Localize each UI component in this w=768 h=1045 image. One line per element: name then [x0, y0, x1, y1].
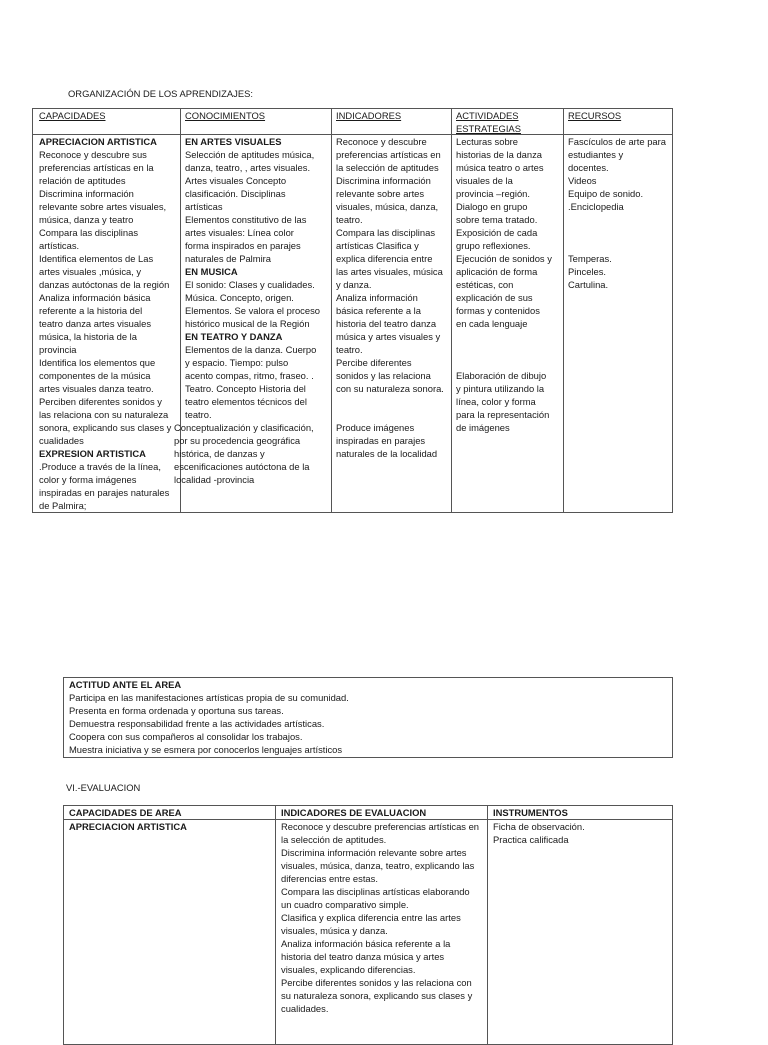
cell-line: Ejecución de sonidos y — [456, 253, 552, 264]
cell-line: Elementos de la danza. Cuerpo — [185, 344, 317, 355]
cell-line: escenificaciones autóctona de la — [174, 461, 310, 472]
cell-line: forma inspirados en parajes — [185, 240, 301, 251]
cell-line: estéticas, con — [456, 279, 514, 290]
column-divider — [487, 806, 488, 1044]
actitud-list — [69, 691, 672, 756]
indicadores-cell — [336, 135, 444, 460]
cell-line: Participa en las manifestaciones artísticas propia de su comunidad. — [69, 692, 349, 703]
cell-line: artísticas — [185, 201, 223, 212]
cell-line: y danza. — [336, 279, 372, 290]
cell-line: artes visuales danza teatro. — [39, 383, 154, 394]
cell-line: .Produce a través de la línea, — [39, 461, 161, 472]
actitud-title: ACTITUD ANTE EL AREA — [69, 679, 182, 690]
cell-line: Discrimina información relevante sobre artes — [281, 847, 467, 858]
cell-line: Pinceles. — [568, 266, 607, 277]
cell-line: Dialogo en grupo — [456, 201, 528, 212]
column-divider — [563, 109, 564, 512]
cell-line: visuales de la — [456, 175, 513, 186]
cell-line: teatro. — [185, 409, 212, 420]
cell-line: danza, teatro, , artes visuales. — [185, 162, 311, 173]
cell-line — [456, 343, 552, 356]
evaluation-table — [63, 805, 673, 1045]
column-divider — [331, 109, 332, 512]
cell-heading: EXPRESION ARTISTICA — [39, 448, 146, 459]
cell-line: Perciben diferentes sonidos y — [39, 396, 162, 407]
cell-line: Reconoce y descubre preferencias artísticas en — [281, 821, 480, 832]
capacidad-apreciacion: APRECIACION ARTISTICA — [69, 821, 187, 832]
cell-line: música teatro o artes — [456, 162, 544, 173]
cell-heading: EN TEATRO Y DANZA — [185, 331, 283, 342]
cell-line: Practica calificada — [493, 834, 569, 845]
cell-line: Compara las disciplinas artísticas elaborando — [281, 886, 470, 897]
cell-line: Elementos constitutivo de las — [185, 214, 307, 225]
cell-line: Clasifica y explica diferencia entre las artes — [281, 912, 461, 923]
cell-line: Videos — [568, 175, 597, 186]
cell-line: teatro. — [336, 344, 363, 355]
cell-line: sobre tema tratado. — [456, 214, 538, 225]
cell-line — [568, 239, 666, 252]
cell-line: Discrimina información — [336, 175, 431, 186]
cell-line: referente a la historia del — [39, 305, 143, 316]
header-actividades — [456, 109, 521, 135]
capacidades-cell — [39, 135, 171, 512]
cell-line: Produce imágenes — [336, 422, 415, 433]
cell-line: Exposición de cada — [456, 227, 538, 238]
cell-line: naturales de Palmira — [185, 253, 271, 264]
cell-line: formas y contenidos — [456, 305, 540, 316]
header-instrumentos: INSTRUMENTOS — [493, 807, 568, 818]
cell-line: Reconoce y descubre — [336, 136, 427, 147]
conocimientos-cell — [174, 135, 320, 486]
header-conocimientos: CONOCIMIENTOS — [185, 110, 266, 121]
cell-line: Música. Concepto, origen. — [185, 292, 294, 303]
header-recursos: RECURSOS — [568, 110, 622, 121]
cell-line: relevante sobre artes visuales, — [39, 201, 167, 212]
cell-heading: EN MUSICA — [185, 266, 238, 277]
cell-line: por su procedencia geográfica — [174, 435, 301, 446]
cell-line: sonora, explicando sus clases y — [39, 422, 172, 433]
cell-line: visuales, música y danza. — [281, 925, 388, 936]
cell-line: preferencias artísticas en — [336, 149, 441, 160]
cell-line: grupo reflexiones. — [456, 240, 531, 251]
cell-heading: EN ARTES VISUALES — [185, 136, 282, 147]
cell-line: Elementos. Se valora el proceso — [185, 305, 320, 316]
cell-line: las relaciona con su naturaleza — [39, 409, 169, 420]
cell-line: Fascículos de arte para — [568, 136, 666, 147]
cell-line: artes visuales ,música, y — [39, 266, 142, 277]
cell-line: Identifica elementos de Las — [39, 253, 154, 264]
cell-line: inspiradas en parajes naturales — [39, 487, 170, 498]
column-divider — [451, 109, 452, 512]
cell-line: la selección de aptitudes — [336, 162, 439, 173]
cell-line: de Palmira; — [39, 500, 87, 511]
cell-line: un cuadro comparativo simple. — [281, 899, 409, 910]
cell-line: Discrimina información — [39, 188, 134, 199]
cell-line: Lecturas sobre — [456, 136, 519, 147]
cell-line: música, la historia de la — [39, 331, 137, 342]
cell-line: localidad -provincia — [174, 474, 255, 485]
actitud-box — [63, 677, 673, 758]
cell-line: .Enciclopedia — [568, 201, 624, 212]
cell-line: cualidades. — [281, 1003, 329, 1014]
cell-line: componentes de la música — [39, 370, 151, 381]
section-title: ORGANIZACIÓN DE LOS APRENDIZAJES: — [68, 88, 253, 99]
cell-line: artes visuales: Línea color — [185, 227, 294, 238]
cell-line: acento compas, ritmo, fraseo. . — [185, 370, 314, 381]
cell-line — [336, 395, 444, 408]
cell-line: Cartulina. — [568, 279, 609, 290]
cell-line: Analiza información básica — [39, 292, 151, 303]
cell-line: sonidos y las relaciona — [336, 370, 431, 381]
cell-line: visuales, música, danza, — [336, 201, 439, 212]
cell-line: provincia — [39, 344, 77, 355]
cell-line: Analiza información básica referente a la — [281, 938, 451, 949]
header-estrategias-line: ESTRATEGIAS — [456, 123, 521, 134]
cell-line: diferencias entre estas. — [281, 873, 378, 884]
cell-line: cualidades — [39, 435, 84, 446]
cell-line: color y forma imágenes — [39, 474, 137, 485]
cell-line — [456, 330, 552, 343]
cell-line: Presenta en forma ordenada y oportuna sus tareas. — [69, 705, 284, 716]
cell-line: El sonido: Clases y cualidades. — [185, 279, 315, 290]
cell-line: Muestra iniciativa y se esmera por conocerlos lenguajes artísticos — [69, 744, 343, 755]
cell-line: provincia –región. — [456, 188, 531, 199]
cell-line — [456, 356, 552, 369]
cell-line: estudiantes y — [568, 149, 624, 160]
cell-line: las artes visuales, música — [336, 266, 443, 277]
cell-line: música y artes visuales y — [336, 331, 441, 342]
cell-line: Analiza información — [336, 292, 418, 303]
cell-line: Teatro. Concepto Historia del — [185, 383, 306, 394]
cell-line: Compara las disciplinas — [39, 227, 139, 238]
cell-line: relevante sobre artes — [336, 188, 425, 199]
cell-line: teatro. — [336, 214, 363, 225]
cell-line: con su naturaleza sonora. — [336, 383, 444, 394]
cell-line: artísticas Clasifica y — [336, 240, 419, 251]
cell-line: básica referente a la — [336, 305, 421, 316]
cell-line: Artes visuales Concepto — [185, 175, 287, 186]
cell-line: su naturaleza sonora, explicando sus clases y — [281, 990, 473, 1001]
cell-line: Identifica los elementos que — [39, 357, 156, 368]
cell-line: histórico musical de la Región — [185, 318, 310, 329]
header-capacidades: CAPACIDADES — [39, 110, 106, 121]
cell-line: visuales, explicando diferencias. — [281, 964, 416, 975]
cell-line: Conceptualización y clasificación, — [174, 422, 314, 433]
cell-line: Reconoce y descubre sus — [39, 149, 147, 160]
cell-line: clasificación. Disciplinas — [185, 188, 286, 199]
instrumentos-cell — [493, 820, 585, 846]
header-actividades-line: ACTIVIDADES — [456, 110, 519, 121]
cell-line: Ficha de observación. — [493, 821, 585, 832]
cell-line: Compara las disciplinas — [336, 227, 436, 238]
cell-line — [568, 213, 666, 226]
cell-line: naturales de la localidad — [336, 448, 438, 459]
cell-line: histórica, de danzas y — [174, 448, 265, 459]
cell-line: historia del teatro danza música y artes — [281, 951, 445, 962]
cell-line: Demuestra responsabilidad frente a las actividades artísticas. — [69, 718, 325, 729]
cell-line: música, danza y teatro — [39, 214, 134, 225]
cell-line: danzas autóctonas de la región — [39, 279, 170, 290]
cell-line: línea, color y forma — [456, 396, 536, 407]
cell-line: Percibe diferentes sonidos y las relaciona con — [281, 977, 472, 988]
cell-line: la selección de aptitudes. — [281, 834, 387, 845]
cell-line: explicación de sus — [456, 292, 533, 303]
cell-line: Percibe diferentes — [336, 357, 412, 368]
cell-line: visuales, música, danza, teatro, explicando las — [281, 860, 475, 871]
cell-line: explica diferencia entre — [336, 253, 433, 264]
cell-line: Selección de aptitudes música, — [185, 149, 315, 160]
evaluacion-title: VI.-EVALUACION — [66, 782, 141, 793]
header-capacidades-area: CAPACIDADES DE AREA — [69, 807, 182, 818]
cell-line: Coopera con sus compañeros al consolidar los trabajos. — [69, 731, 303, 742]
cell-line: teatro danza artes visuales — [39, 318, 152, 329]
cell-line — [568, 226, 666, 239]
cell-line: teatro elementos técnicos del — [185, 396, 307, 407]
cell-line: Elaboración de dibujo — [456, 370, 547, 381]
recursos-cell — [568, 135, 666, 291]
header-indicadores: INDICADORES — [336, 110, 402, 121]
cell-line: relación de aptitudes — [39, 175, 126, 186]
cell-line: aplicación de forma — [456, 266, 538, 277]
cell-line: para la representación — [456, 409, 550, 420]
header-indicadores-evaluacion: INDICADORES DE EVALUACION — [281, 807, 427, 818]
cell-line: Equipo de sonido. — [568, 188, 644, 199]
actividades-cell — [456, 135, 552, 434]
cell-line: de imágenes — [456, 422, 510, 433]
learning-organization-table — [32, 108, 673, 513]
indicadores-evaluacion-cell — [281, 820, 479, 1015]
cell-line: inspiradas en parajes — [336, 435, 426, 446]
cell-line: y pintura utilizando la — [456, 383, 545, 394]
column-divider — [275, 806, 276, 1044]
cell-line: preferencias artísticas en la — [39, 162, 154, 173]
cell-line: historias de la danza — [456, 149, 542, 160]
cell-line — [336, 408, 444, 421]
cell-line: historia del teatro danza — [336, 318, 437, 329]
cell-line: en cada lenguaje — [456, 318, 528, 329]
cell-line: y espacio. Tiempo: pulso — [185, 357, 289, 368]
cell-heading: APRECIACION ARTISTICA — [39, 136, 157, 147]
cell-line: docentes. — [568, 162, 609, 173]
cell-line: Temperas. — [568, 253, 612, 264]
cell-line: artísticas. — [39, 240, 80, 251]
